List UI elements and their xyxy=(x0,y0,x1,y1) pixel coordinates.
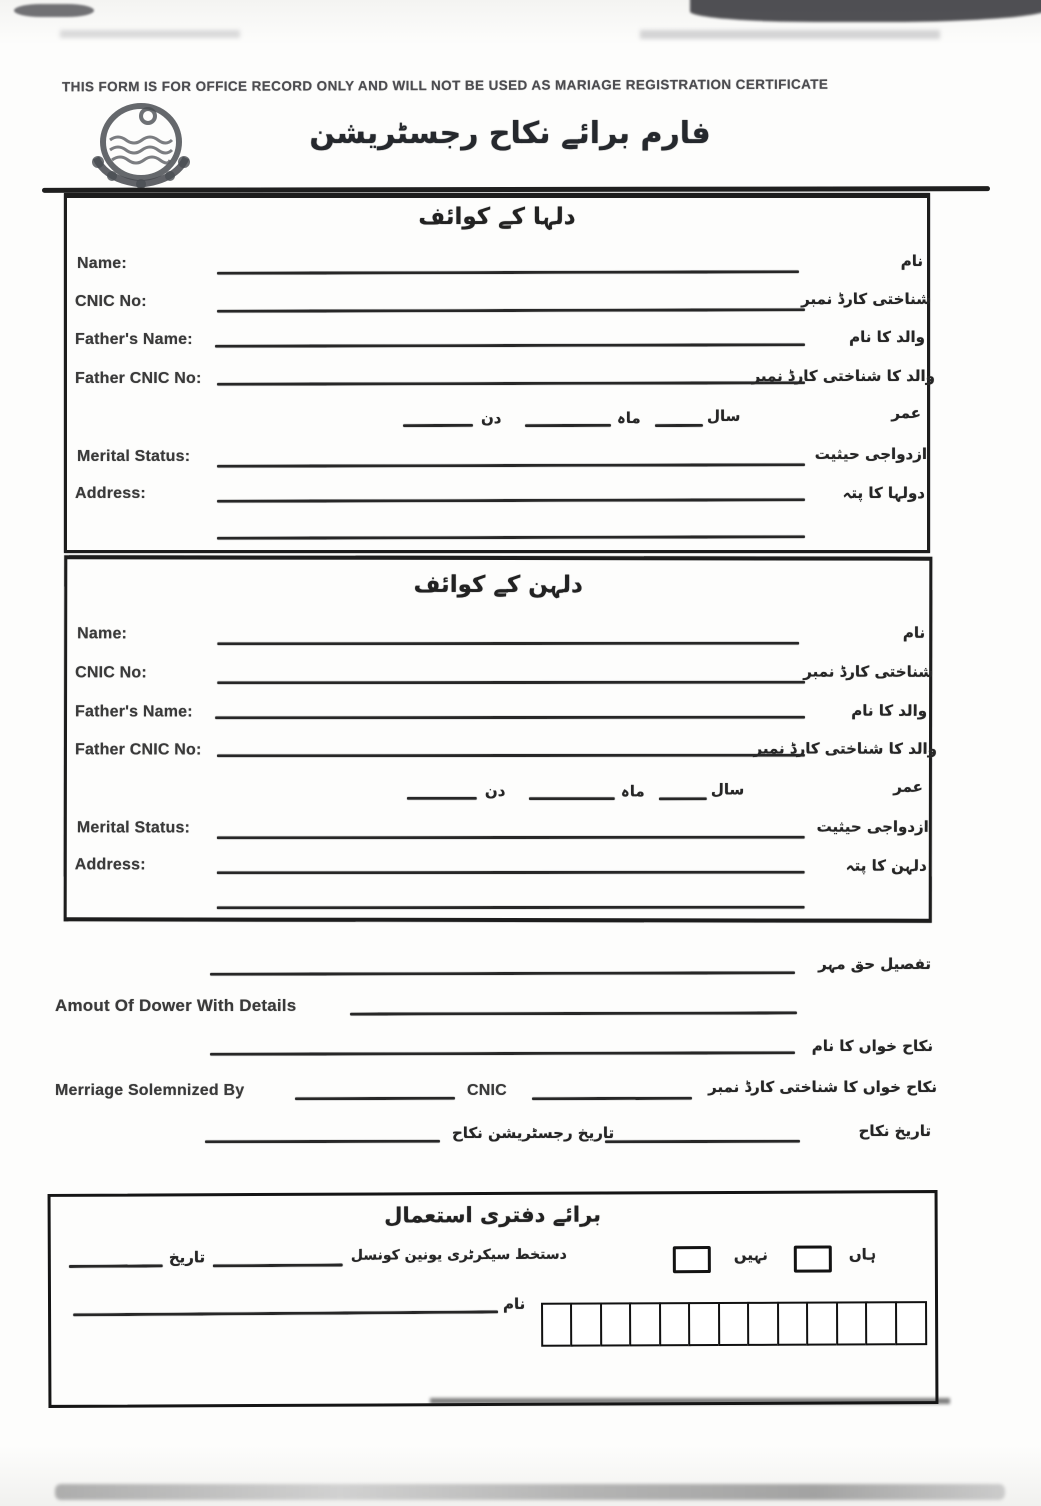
cnic-digit-cell[interactable] xyxy=(541,1303,573,1347)
bride-father-name-line[interactable] xyxy=(215,716,805,720)
bride-age-days-line[interactable] xyxy=(407,797,477,800)
groom-name-label: Name: xyxy=(77,255,127,272)
office-use-section xyxy=(48,1190,939,1408)
bride-father-name-label-ur: والد کا نام xyxy=(851,701,928,720)
groom-section xyxy=(64,193,935,553)
groom-address-line-1[interactable] xyxy=(217,498,805,503)
bride-marital-status-label-ur: ازدواجی حیثیت xyxy=(816,817,929,836)
groom-father-name-line[interactable] xyxy=(215,343,805,348)
nikah-date-line[interactable] xyxy=(605,1140,800,1144)
scan-artifact xyxy=(690,0,1041,22)
cnic-digit-cell[interactable] xyxy=(777,1302,809,1346)
office-name-label: نام xyxy=(502,1294,526,1313)
groom-father-cnic-line[interactable] xyxy=(217,381,805,386)
cnic-digit-cell[interactable] xyxy=(629,1302,661,1346)
groom-age-years-line[interactable] xyxy=(655,424,703,427)
dower-detail-label-ur: تفصیل حق مہر xyxy=(818,955,931,973)
cnic-digit-strip xyxy=(543,1301,927,1347)
solemnizer-cnic-line[interactable] xyxy=(532,1097,692,1100)
groom-age-days-label: دن xyxy=(481,409,502,427)
groom-cnic-line[interactable] xyxy=(217,308,805,313)
office-name-line[interactable] xyxy=(73,1310,498,1316)
cnic-digit-cell[interactable] xyxy=(718,1302,750,1346)
office-date-label: تاریخ xyxy=(168,1248,206,1267)
groom-section-header: دلہا کے کوائف xyxy=(418,204,576,230)
solemnized-by-label: Merriage Solemnized By xyxy=(55,1082,245,1099)
bride-father-cnic-label-ur: والد کا شناختی کارڈ نمبر xyxy=(753,739,937,758)
groom-father-cnic-label-ur: والد کا شناختی کارڈ نمبر xyxy=(751,367,935,385)
disclaimer-text: THIS FORM IS FOR OFFICE RECORD ONLY AND WILL NOT BE USED AS MARIAGE REGISTRATION CERTIFICATE xyxy=(61,76,829,95)
bride-cnic-line[interactable] xyxy=(217,681,805,685)
bride-father-cnic-line[interactable] xyxy=(217,754,805,758)
cnic-digit-cell[interactable] xyxy=(659,1302,691,1346)
punjab-government-logo xyxy=(82,100,200,192)
office-secretary-label: دستخط سیکرٹری یونین کونسل xyxy=(350,1246,567,1264)
bride-marital-status-line[interactable] xyxy=(217,836,805,840)
dower-detail-line[interactable] xyxy=(210,971,795,976)
bride-cnic-label-ur: شناختی کارڈ نمبر xyxy=(803,662,934,681)
bride-name-line[interactable] xyxy=(217,642,799,646)
cnic-digit-cell[interactable] xyxy=(836,1301,868,1345)
office-no-label: نہیں xyxy=(733,1245,768,1264)
bride-address-line-1[interactable] xyxy=(217,871,805,875)
groom-address-line-2[interactable] xyxy=(217,535,805,540)
groom-marital-status-label: Merital Status: xyxy=(77,448,191,465)
form-title: فارم برائے نکاح رجسٹریشن xyxy=(309,116,711,151)
crest-icon xyxy=(82,100,200,192)
cnic-digit-cell[interactable] xyxy=(806,1301,838,1345)
cnic-digit-cell[interactable] xyxy=(600,1302,632,1346)
nikah-date-label-ur: تاریخ نکاح xyxy=(858,1122,931,1140)
groom-age-months-line[interactable] xyxy=(525,424,611,427)
bride-age-months-label: ماہ xyxy=(620,782,645,801)
groom-marital-status-line[interactable] xyxy=(217,463,805,468)
office-yes-label: ہاں xyxy=(848,1245,877,1264)
cnic-digit-cell[interactable] xyxy=(865,1301,897,1345)
bride-cnic-label: CNIC No: xyxy=(75,664,147,682)
bride-address-label: Address: xyxy=(74,856,146,874)
office-date-line[interactable] xyxy=(69,1264,163,1268)
cnic-digit-cell[interactable] xyxy=(747,1302,779,1346)
bride-section xyxy=(64,555,937,923)
nikah-khwan-name-label-ur: نکاح خواں کا نام xyxy=(811,1037,933,1055)
groom-age-years-label: سال xyxy=(707,407,741,425)
scan-artifact xyxy=(640,30,940,39)
bride-section-header: دلہن کے کوائف xyxy=(413,571,583,599)
bride-father-name-label: Father's Name: xyxy=(75,703,193,721)
office-yes-checkbox[interactable] xyxy=(794,1246,832,1273)
groom-name-line[interactable] xyxy=(217,270,799,275)
bride-address-line-2[interactable] xyxy=(217,906,805,910)
registration-date-label-ur: تاریخ رجسٹریشن نکاح xyxy=(452,1124,615,1142)
registration-date-line[interactable] xyxy=(205,1140,440,1144)
office-use-header: برائے دفتری استعمال xyxy=(384,1202,602,1228)
solemnizer-cnic-label: CNIC xyxy=(467,1082,507,1099)
groom-address-label-ur: دولہا کا پتہ xyxy=(842,484,925,502)
bride-age-months-line[interactable] xyxy=(529,797,615,800)
bride-age-label-ur: عمر xyxy=(893,777,923,796)
groom-age-days-line[interactable] xyxy=(403,424,473,427)
bride-name-label: Name: xyxy=(77,625,128,643)
scan-artifact xyxy=(55,1484,1005,1500)
groom-father-name-label-ur: والد کا نام xyxy=(849,328,925,346)
bride-age-years-line[interactable] xyxy=(659,797,707,800)
bride-age-years-label: سال xyxy=(710,780,745,799)
nikah-khwan-cnic-label-ur: نکاح خواں کا شناختی کارڈ نمبر xyxy=(708,1078,937,1096)
solemnized-by-line[interactable] xyxy=(295,1097,455,1100)
bride-address-label-ur: دلہن کا پتہ xyxy=(845,856,927,875)
dower-amount-line[interactable] xyxy=(350,1011,797,1015)
groom-age-months-label: ماہ xyxy=(617,409,641,427)
scan-artifact xyxy=(14,4,94,17)
scan-artifact xyxy=(60,30,240,38)
office-secretary-line[interactable] xyxy=(213,1263,343,1267)
cnic-digit-cell[interactable] xyxy=(688,1302,720,1346)
nikah-khwan-name-line[interactable] xyxy=(210,1051,795,1056)
cnic-digit-cell[interactable] xyxy=(895,1301,927,1345)
bride-father-cnic-label: Father CNIC No: xyxy=(74,741,202,759)
groom-father-cnic-label: Father CNIC No: xyxy=(75,370,202,387)
groom-cnic-label: CNIC No: xyxy=(75,293,147,310)
groom-address-label: Address: xyxy=(75,485,146,502)
groom-marital-status-label-ur: ازدواجی حیثیت xyxy=(814,445,927,463)
groom-father-name-label: Father's Name: xyxy=(75,331,193,348)
groom-name-label-ur: نام xyxy=(900,252,923,270)
bride-age-days-label: دن xyxy=(484,781,506,801)
dower-amount-label: Amout Of Dower With Details xyxy=(55,996,297,1015)
groom-age-label-ur: عمر xyxy=(891,404,921,422)
office-no-checkbox[interactable] xyxy=(673,1246,711,1273)
bride-name-label-ur: نام xyxy=(902,623,926,642)
bride-marital-status-label: Merital Status: xyxy=(76,819,191,837)
groom-cnic-label-ur: شناختی کارڈ نمبر xyxy=(801,290,931,308)
cnic-digit-cell[interactable] xyxy=(570,1303,602,1347)
